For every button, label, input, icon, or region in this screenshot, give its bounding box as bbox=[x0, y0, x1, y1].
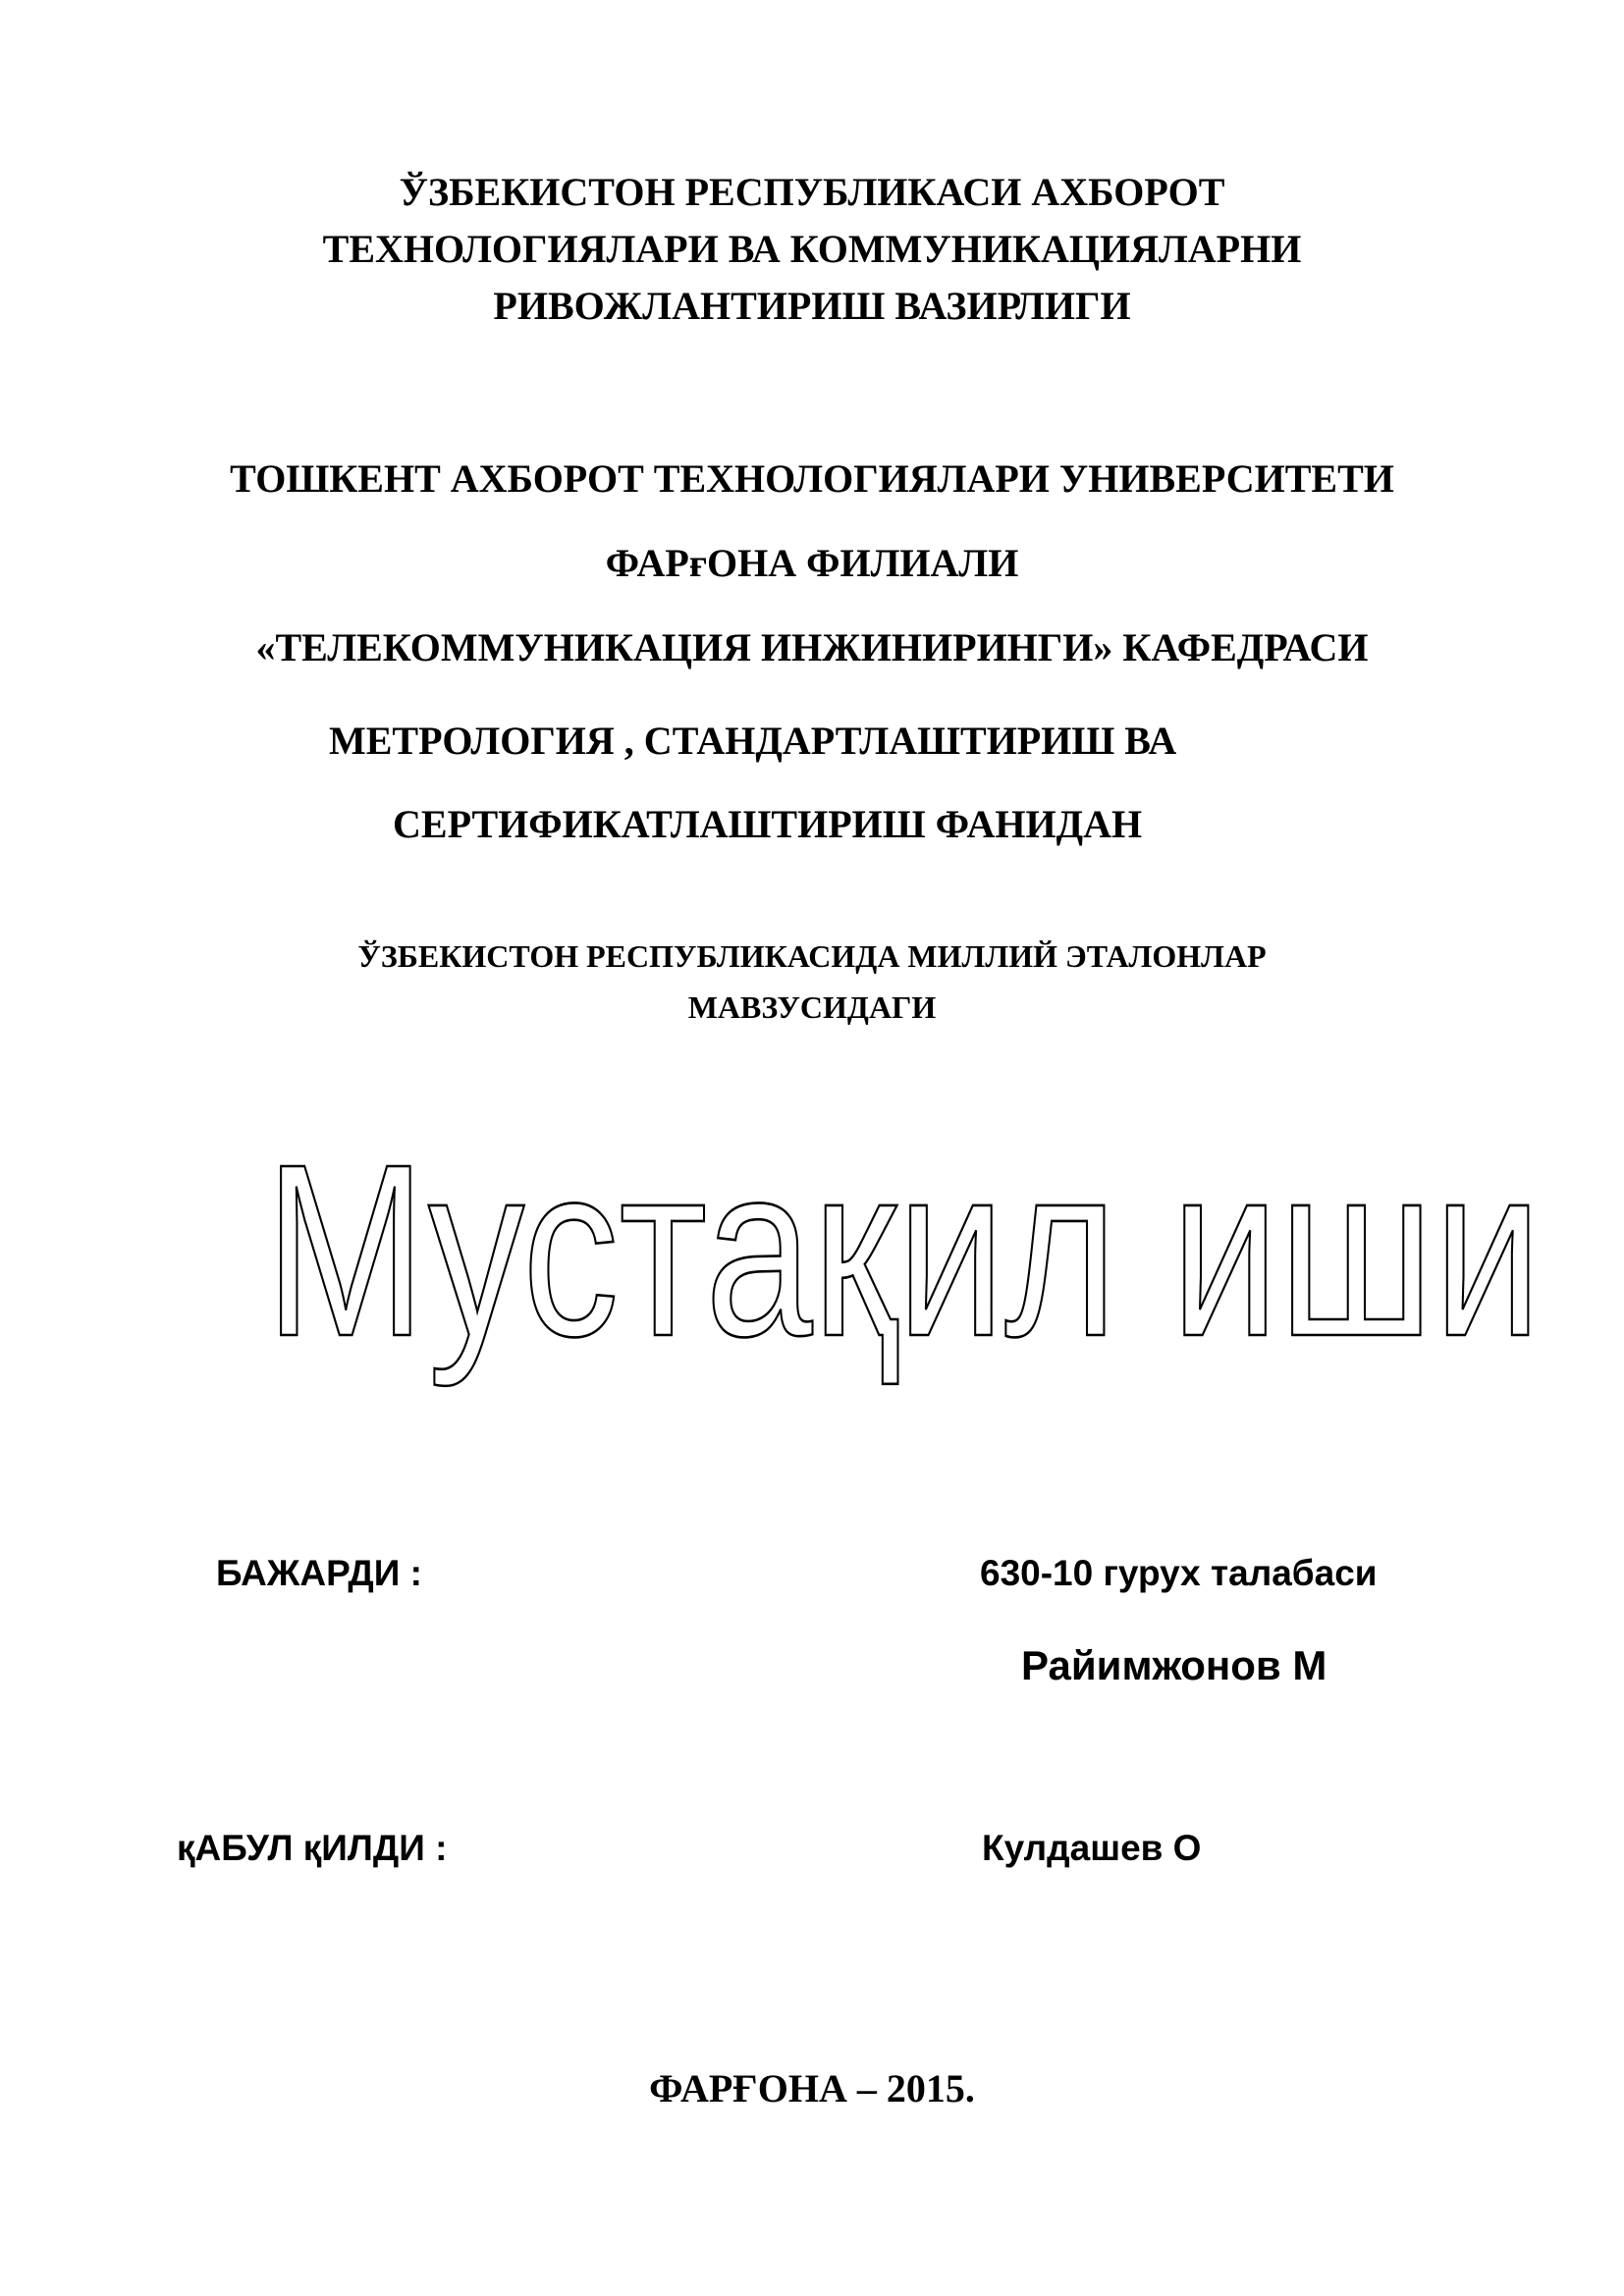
subject-line-2: СЕРТИФИКАТЛАШТИРИШ ФАНИДАН bbox=[393, 802, 1143, 846]
work-title-outline bbox=[265, 1113, 1561, 1453]
topic-line-1: ЎЗБЕКИСТОН РЕСПУБЛИКАСИДА МИЛЛИЙ ЭТАЛОНЛАР bbox=[357, 938, 1267, 974]
teacher-name: Кулдашев О bbox=[982, 1828, 1202, 1868]
student-name: Райимжонов М bbox=[1021, 1642, 1327, 1688]
university-name: ТОШКЕНТ АХБОРОТ ТЕХНОЛОГИЯЛАРИ УНИВЕРСИТЕТИ bbox=[230, 456, 1394, 501]
city-year: ФАРҒОНА – 2015. bbox=[649, 2066, 975, 2110]
performed-label: БАЖАРДИ : bbox=[216, 1553, 422, 1593]
subject-line-1: МЕТРОЛОГИЯ , СТАНДАРТЛАШТИРИШ ВА bbox=[329, 719, 1177, 763]
topic-line-2: МАВЗУСИДАГИ bbox=[687, 989, 937, 1025]
department-name: «ТЕЛЕКОММУНИКАЦИЯ ИНЖИНИРИНГИ» КАФЕДРАСИ bbox=[255, 625, 1369, 669]
ministry-line-3: РИВОЖЛАНТИРИШ ВАЗИРЛИГИ bbox=[493, 284, 1131, 328]
group-info: 630-10 гурух талабаси bbox=[980, 1553, 1378, 1593]
branch-name: ФАРғОНА ФИЛИАЛИ bbox=[605, 541, 1019, 585]
ministry-line-2: ТЕХНОЛОГИЯЛАРИ ВА КОММУНИКАЦИЯЛАРНИ bbox=[322, 227, 1302, 271]
ministry-line-1: ЎЗБЕКИСТОН РЕСПУБЛИКАСИ АХБОРОТ bbox=[399, 170, 1225, 214]
accepted-label: қАБУЛ қИЛДИ : bbox=[177, 1828, 448, 1868]
work-title: Мустақил иши bbox=[265, 1113, 1542, 1387]
